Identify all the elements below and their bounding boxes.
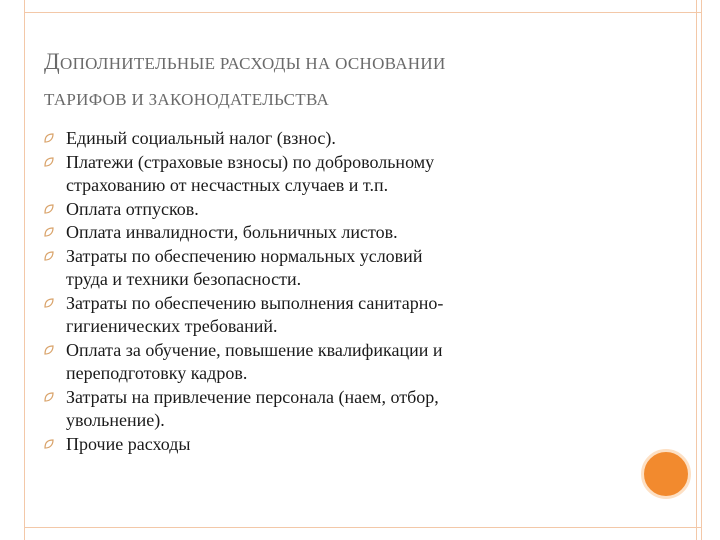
list-item (44, 339, 619, 386)
list-item-line: гигиенических требований. (66, 316, 278, 336)
list-item (44, 198, 619, 222)
list-item-line: Оплата отпусков. (66, 198, 199, 219)
leaf-bullet-icon (44, 345, 54, 355)
leaf-bullet-icon (44, 298, 54, 308)
bullet-list (44, 127, 619, 456)
list-item (44, 127, 619, 151)
list-item-line: переподготовку кадров. (66, 363, 248, 383)
list-item-line: Затраты по обеспечению выполнения санитарно- (66, 292, 444, 313)
list-item-line: Прочие расходы (66, 433, 191, 454)
frame-top-line (24, 12, 702, 13)
leaf-bullet-icon (44, 392, 54, 402)
list-item-line: Оплата за обучение, повышение квалификации и (66, 339, 443, 360)
list-item-line: Затраты на привлечение персонала (наем, отбор, (66, 386, 439, 407)
title-initial: Д (44, 49, 60, 74)
list-item-line: Затраты по обеспечению нормальных условий (66, 245, 423, 266)
slide-title (44, 44, 644, 118)
title-line-2: ТАРИФОВ И ЗАКОНОДАТЕЛЬСТВА (44, 90, 330, 109)
leaf-bullet-icon (44, 439, 54, 449)
title-line-1-rest: ОПОЛНИТЕЛЬНЫЕ РАСХОДЫ НА ОСНОВАНИИ (60, 54, 446, 73)
orange-circle-decoration (641, 449, 691, 499)
list-item (44, 292, 619, 339)
leaf-bullet-icon (44, 204, 54, 214)
title-line-1 (44, 44, 644, 82)
frame-left-line (24, 0, 25, 540)
leaf-bullet-icon (44, 227, 54, 237)
list-item (44, 386, 619, 433)
frame-right-line-inner (701, 0, 702, 540)
list-item-line: Единый социальный налог (взнос). (66, 128, 336, 148)
list-item-line: страхованию от несчастных случаев и т.п. (66, 175, 389, 195)
frame-right-line-outer (696, 0, 697, 540)
list-item-line: труда и техники безопасности. (66, 269, 302, 289)
list-item-line: Платежи (страховые взносы) по добровольному (66, 151, 435, 172)
list-item (44, 221, 619, 245)
list-item-line: увольнение). (66, 410, 165, 430)
list-item (44, 433, 619, 457)
frame-bottom-line (24, 527, 702, 528)
leaf-bullet-icon (44, 157, 54, 167)
list-item (44, 245, 619, 292)
list-item-line: Оплата инвалидности, больничных листов. (66, 222, 398, 242)
leaf-bullet-icon (44, 133, 54, 143)
leaf-bullet-icon (44, 251, 54, 261)
list-item (44, 151, 619, 198)
